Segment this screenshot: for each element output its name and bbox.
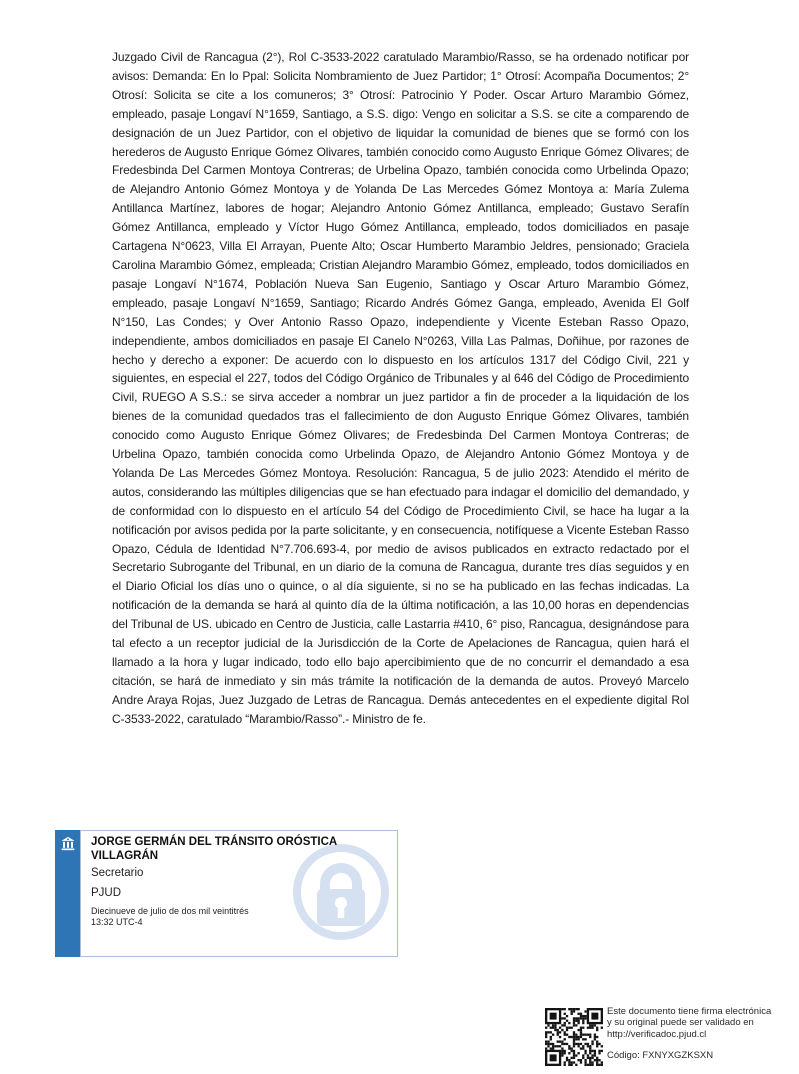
verification-line: http://verificadoc.pjud.cl	[607, 1028, 707, 1040]
signer-name: JORGE GERMÁN DEL TRÁNSITO ORÓSTICA VILLAGRÁN	[91, 836, 337, 862]
signature-time: 13:32 UTC-4	[91, 916, 143, 927]
verification-code: Código: FXNYXGZKSXN	[607, 1050, 714, 1061]
courthouse-icon	[60, 835, 76, 857]
stamp-body	[80, 830, 398, 957]
stamp-left-bar	[55, 830, 80, 957]
electronic-signature-stamp	[55, 830, 398, 957]
signer-role: Secretario	[91, 867, 144, 879]
verification-line: y su original puede ser validado en	[607, 1017, 754, 1029]
qr-code-icon	[545, 1008, 603, 1066]
verification-line: Este documento tiene firma electrónica	[607, 1006, 772, 1017]
legal-notice-text: Juzgado Civil de Rancagua (2°), Rol C-3533-2022 caratulado Marambio/Rasso, se ha ordenado notificar por avisos: Demanda: En lo Ppal: Solicita Nombramiento de Juez Partidor; 1° Otrosí: Acompaña Documentos; 2° Otrosí: Solicita se cite a los comuneros; 3° Otrosí: Patrocinio Y Poder. Oscar Arturo Marambio Gómez, empleado, pasaje Longaví N°1659, Santiago, a S.S. digo: Vengo en solicitar a S.S. se cite a comparendo de designación de un Juez Partidor, con el objetivo de liquidar la comunidad de bienes que se formó con los herederos de Augusto Enrique Gómez Olivares, también conocido como Augusto Enrique Gómez Olivares; de Fredesbinda Del Carmen Montoya Contreras; de Urbelina Opazo, también conocida como Urbelinda Opazo; de Alejandro Antonio Gómez Montoya y de Yolanda De Las Mercedes Gómez Montoya a: María Zulema Antillanca Martínez, labores de hogar; Alejandro Antonio Gómez Antillanca, empleado; Gustavo Serafín Gómez Antillanca, empleado y Víctor Hugo Gómez Antillanca, empleado, todos domiciliados en pasaje Cartagena N°0623, Villa El Arrayan, Puente Alto; Oscar Humberto Marambio Jeldres, pensionado; Graciela Carolina Marambio Gómez, empleada; Cristian Alejandro Marambio Gómez, empleado, todos domiciliados en pasaje Longaví N°1674, Población Nueva San Eugenio, Santiago y Oscar Arturo Marambio Gómez, empleado, pasaje Longaví N°1659, Santiago; Ricardo Andrés Gómez Ganga, empleado, Avenida El Golf N°150, Las Condes; y Over Antonio Rasso Opazo, independiente y Vicente Esteban Rasso Opazo, independiente, ambos domiciliados en pasaje El Canelo N°0263, Villa Las Palmas, Doñihue, por razones de hecho y derecho a exponer: De acuerdo con lo dispuesto en los artículos 1317 del Código Civil, 221 y siguientes, en especial el 227, todos del Código Orgánico de Tribunales y al 646 del Código de Procedimiento Civil, RUEGO A S.S.: se sirva acceder a nombrar un juez partidor a fin de proceder a la liquidación de los bienes de la comunidad quedados tras el fallecimiento de don Augusto Enrique Gómez Olivares, también conocido como Augusto Enrique Gómez Olivares; de Fredesbinda Del Carmen Montoya Contreras; de Urbelina Opazo, también conocida como Urbelinda Opazo, de Alejandro Antonio Gómez Montoya y de Yolanda De Las Mercedes Gómez Montoya. Resolución: Rancagua, 5 de julio 2023: Atendido el mérito de autos, considerando las múltiples diligencias que se han efectuado para indagar el domicilio del demandado, y de conformidad con lo dispuesto en el artículo 54 del Código de Procedimiento Civil, se hace ha lugar a la notificación por avisos pedida por la parte solicitante, y en consecuencia, notifíquese a Vicente Esteban Rasso Opazo, Cédula de Identidad N°7.706.693-4, por medio de avisos publicados en extracto redactado por el Secretario Subrogante del Tribunal, en un diario de la comuna de Rancagua, durante tres días seguidos y en el Diario Oficial los días uno o quince, o al día siguiente, si no se ha publicado en las fechas indicadas. La notificación de la demanda se hará al quinto día de la última notificación, a las 10,00 horas en dependencias del Tribunal de US. ubicado en Centro de Justicia, calle Lastarria #410, 6° piso, Rancagua, designándose para tal efecto a un receptor judicial de la Jurisdicción de la Corte de Apelaciones de Rancagua, quien hará el llamado a la hora y lugar indicado, todo ello bajo apercibimiento que de no concurrir el demandado a esa citación, se hará de inmediato y sin más trámite la notificación de la demanda de autos. Proveyó Marcelo Andre Araya Rojas, Juez Juzgado de Letras de Rancagua. Demás antecedentes en el expediente digital Rol C-3533-2022, caratulado “Marambio/Rasso”.- Ministro de fe.	[112, 50, 689, 726]
verification-text	[607, 1006, 797, 1040]
signer-institution: PJUD	[91, 887, 122, 899]
signature-date: Diecinueve de julio de dos mil veintitrés	[91, 906, 249, 916]
